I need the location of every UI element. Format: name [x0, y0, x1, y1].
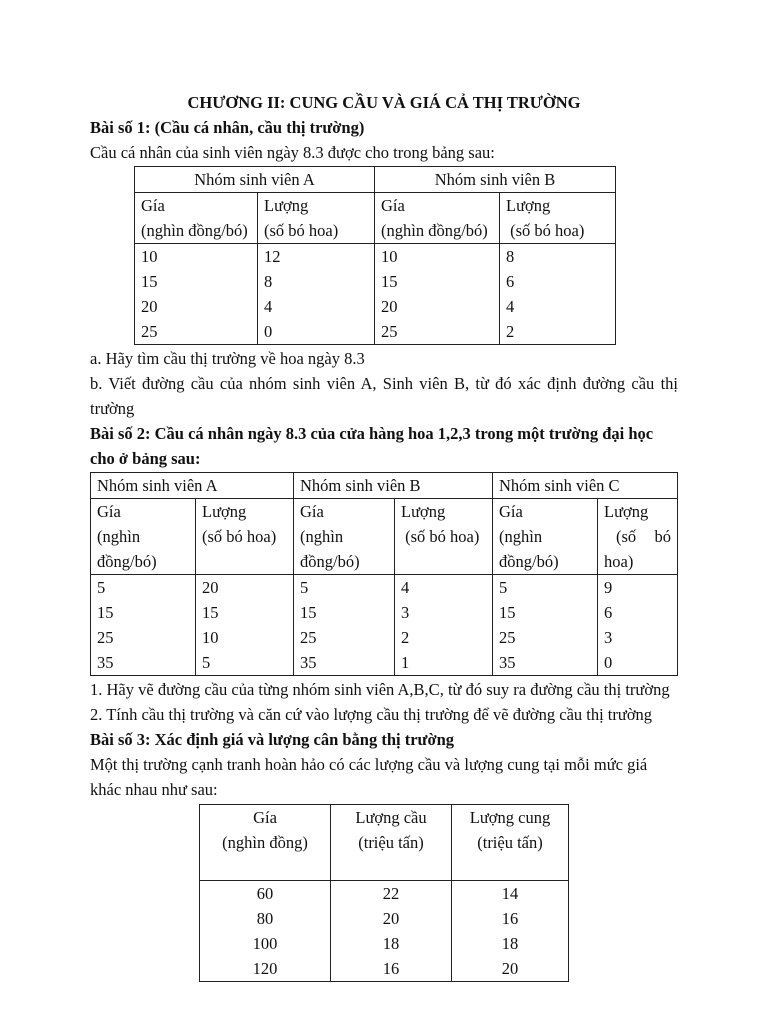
exercise-2-table — [90, 472, 678, 676]
exercise-1-intro: Cầu cá nhân của sinh viên ngày 8.3 được cho trong bảng sau: — [90, 143, 495, 162]
qty-header-c: Lượng (số bó hoa) — [598, 499, 678, 575]
exercise-1-question-b: b. Viết đường cầu của nhóm sinh viên A, Sinh viên B, từ đó xác định đường cầu thị trường — [90, 374, 678, 418]
c-price-values: 5 15 25 35 — [493, 575, 598, 676]
price-header-a: Gía (nghìn đồng/bó) — [135, 193, 258, 244]
exercise-3-table — [199, 804, 569, 982]
price-header-b: Gía (nghìn đồng/bó) — [375, 193, 500, 244]
c-qty-values: 9 6 3 0 — [598, 575, 678, 676]
page-title: CHƯƠNG II: CUNG CẦU VÀ GIÁ CẢ THỊ TRƯỜNG — [187, 93, 581, 112]
group-b-header: Nhóm sinh viên B — [375, 167, 616, 193]
table-row — [91, 575, 678, 676]
price-header-a: Gía (nghìn đồng/bó) — [91, 499, 196, 575]
qty-header-a: Lượng (số bó hoa) — [258, 193, 375, 244]
a-price-values: 5 15 25 35 — [91, 575, 196, 676]
exercise-1-question-a: a. Hãy tìm cầu thị trường về hoa ngày 8.3 — [90, 349, 365, 368]
exercise-1-table — [134, 166, 616, 345]
supply-header: Lượng cung (triệu tấn) — [452, 805, 569, 881]
exercise-2-question-1: 1. Hãy vẽ đường cầu của từng nhóm sinh viên A,B,C, từ đó suy ra đường cầu thị trường — [90, 680, 670, 699]
group-c-header: Nhóm sinh viên C — [493, 473, 678, 499]
table-row — [135, 244, 616, 345]
group-b-header: Nhóm sinh viên B — [294, 473, 493, 499]
document-page — [90, 90, 678, 982]
exercise-1-heading: Bài số 1: (Cầu cá nhân, cầu thị trường) — [90, 118, 365, 137]
b-price-values: 5 15 25 35 — [294, 575, 395, 676]
group-a-header: Nhóm sinh viên A — [91, 473, 294, 499]
price-header-c: Gía (nghìn đồng/bó) — [493, 499, 598, 575]
price-values: 60 80 100 120 — [200, 881, 331, 982]
b-price-values: 10 15 20 25 — [375, 244, 500, 345]
exercise-3-heading: Bài số 3: Xác định giá và lượng cân bằng thị trường — [90, 730, 455, 749]
a-qty-values: 12 8 4 0 — [258, 244, 375, 345]
exercise-2-question-2: 2. Tính cầu thị trường và căn cứ vào lượng cầu thị trường để vẽ đường cầu thị trường — [90, 705, 653, 724]
a-qty-values: 20 15 10 5 — [196, 575, 294, 676]
exercise-3-intro: Một thị trường cạnh tranh hoàn hảo có các lượng cầu và lượng cung tại mỗi mức giá khác nhau như sau: — [90, 755, 648, 799]
qty-header-a: Lượng (số bó hoa) — [196, 499, 294, 575]
price-header: Gía (nghìn đồng) — [200, 805, 331, 881]
a-price-values: 10 15 20 25 — [135, 244, 258, 345]
b-qty-values: 8 6 4 2 — [500, 244, 616, 345]
qty-header-b: Lượng (số bó hoa) — [500, 193, 616, 244]
table-row — [200, 881, 569, 982]
demand-header: Lượng cầu (triệu tấn) — [331, 805, 452, 881]
supply-values: 14 16 18 20 — [452, 881, 569, 982]
price-header-b: Gía (nghìn đồng/bó) — [294, 499, 395, 575]
exercise-2-heading: Bài số 2: Cầu cá nhân ngày 8.3 của cửa hàng hoa 1,2,3 trong một trường đại học cho ở bảng sau: — [90, 424, 654, 468]
group-a-header: Nhóm sinh viên A — [135, 167, 375, 193]
b-qty-values: 4 3 2 1 — [395, 575, 493, 676]
qty-header-b: Lượng (số bó hoa) — [395, 499, 493, 575]
demand-values: 22 20 18 16 — [331, 881, 452, 982]
